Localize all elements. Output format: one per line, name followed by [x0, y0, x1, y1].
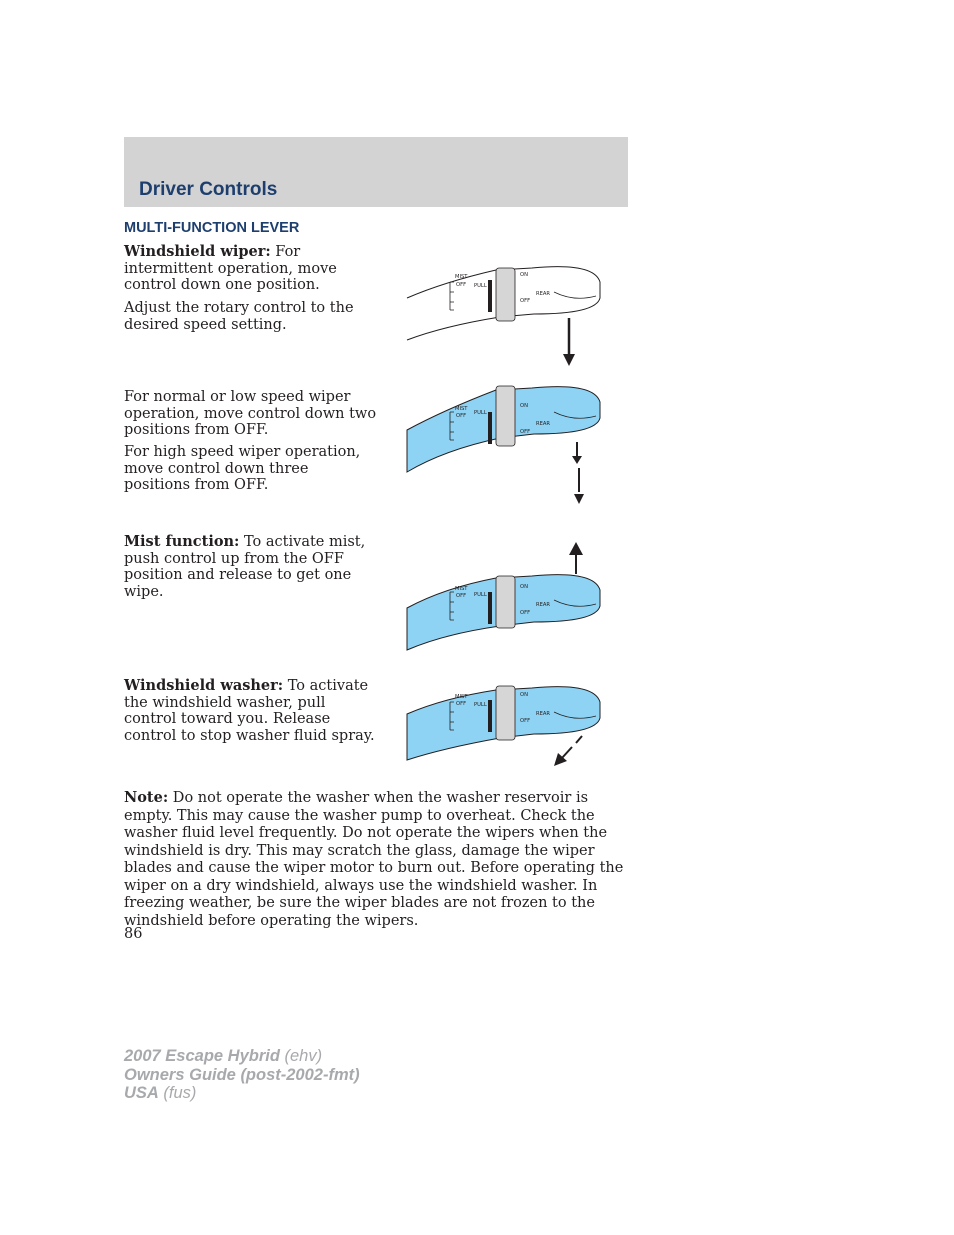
lever-figure-washer	[404, 682, 609, 772]
paragraph-high-speed: For high speed wiper operation, move control down three positions from OFF.	[124, 444, 361, 493]
term-windshield-wiper: Windshield wiper:	[124, 243, 271, 260]
label-off: OFF	[456, 413, 467, 419]
term-windshield-washer: Windshield washer:	[124, 677, 284, 694]
label-off-rear: OFF	[520, 298, 531, 304]
rotary-control-ring	[496, 386, 515, 446]
paragraph-low-speed: For normal or low speed wiper operation, move control down two positions from OFF.	[124, 389, 377, 438]
note-label: Note:	[124, 789, 169, 806]
footer	[124, 1047, 360, 1103]
lever-figure-intermittent	[404, 262, 609, 372]
page-title: Driver Controls	[139, 179, 278, 200]
label-rear: REAR	[536, 602, 551, 608]
label-mist: MIST	[455, 274, 468, 280]
label-rear: REAR	[536, 421, 551, 427]
label-pull: PULL	[474, 410, 487, 416]
label-on: ON	[520, 692, 528, 698]
note-paragraph	[124, 789, 632, 930]
label-on: ON	[520, 272, 528, 278]
label-mist: MIST	[455, 406, 468, 412]
label-off-rear: OFF	[520, 610, 531, 616]
footer-market: USA	[124, 1084, 159, 1102]
label-mist: MIST	[455, 694, 468, 700]
label-off-rear: OFF	[520, 718, 531, 724]
footer-model-code: (ehv)	[279, 1047, 323, 1065]
footer-market-code: (fus)	[158, 1084, 197, 1102]
label-pull: PULL	[474, 592, 487, 598]
note-text: Do not operate the washer when the washer reservoir is empty. This may cause the washer pump to overheat. Check the washer fluid level frequently. Do not operate the wipers when the windshield is dry. This may scratch the glass, damage the wiper blades and cause the wiper motor to burn out. Before operating the wiper on a dry windshield, always use the windshield washer. In freezing weather, be sure the wiper blades are not frozen to the windshield before operating the wipers.	[124, 790, 624, 929]
page-number: 86	[124, 926, 143, 942]
rotary-control-ring	[496, 268, 515, 321]
header-band	[124, 137, 628, 207]
footer-model: 2007 Escape Hybrid	[124, 1047, 280, 1065]
footer-guide: Owners Guide (post-2002-fmt)	[124, 1065, 360, 1084]
term-mist-function: Mist function:	[124, 533, 240, 550]
label-on: ON	[520, 403, 528, 409]
text-windshield-washer: To activate the windshield washer, pull control toward you. Release control to stop washer fluid spray.	[124, 678, 375, 744]
section-heading: MULTI-FUNCTION LEVER	[124, 220, 300, 236]
paragraph-windshield-wiper	[124, 244, 379, 294]
label-off-rear: OFF	[520, 429, 531, 435]
paragraph-mist-function	[124, 534, 386, 600]
label-pull: PULL	[474, 702, 487, 708]
paragraph-rotary-control: Adjust the rotary control to the desired speed setting.	[124, 300, 354, 333]
text-mist-function: To activate mist, push control up from the OFF position and release to get one wipe.	[124, 534, 366, 600]
text-windshield-wiper: For intermittent operation, move control down one position.	[124, 244, 337, 293]
label-off: OFF	[456, 593, 467, 599]
label-mist: MIST	[455, 586, 468, 592]
label-rear: REAR	[536, 291, 551, 297]
label-off: OFF	[456, 282, 467, 288]
paragraph-windshield-washer	[124, 678, 379, 744]
arrow-toward	[562, 747, 572, 758]
rotary-control-ring	[496, 576, 515, 628]
label-off: OFF	[456, 701, 467, 707]
label-on: ON	[520, 584, 528, 590]
arrow-toward-dash	[576, 736, 582, 743]
label-rear: REAR	[536, 711, 551, 717]
lever-figure-mist	[404, 538, 609, 653]
lever-figure-low-high	[404, 380, 609, 515]
label-pull: PULL	[474, 283, 487, 289]
rotary-control-ring	[496, 686, 515, 740]
